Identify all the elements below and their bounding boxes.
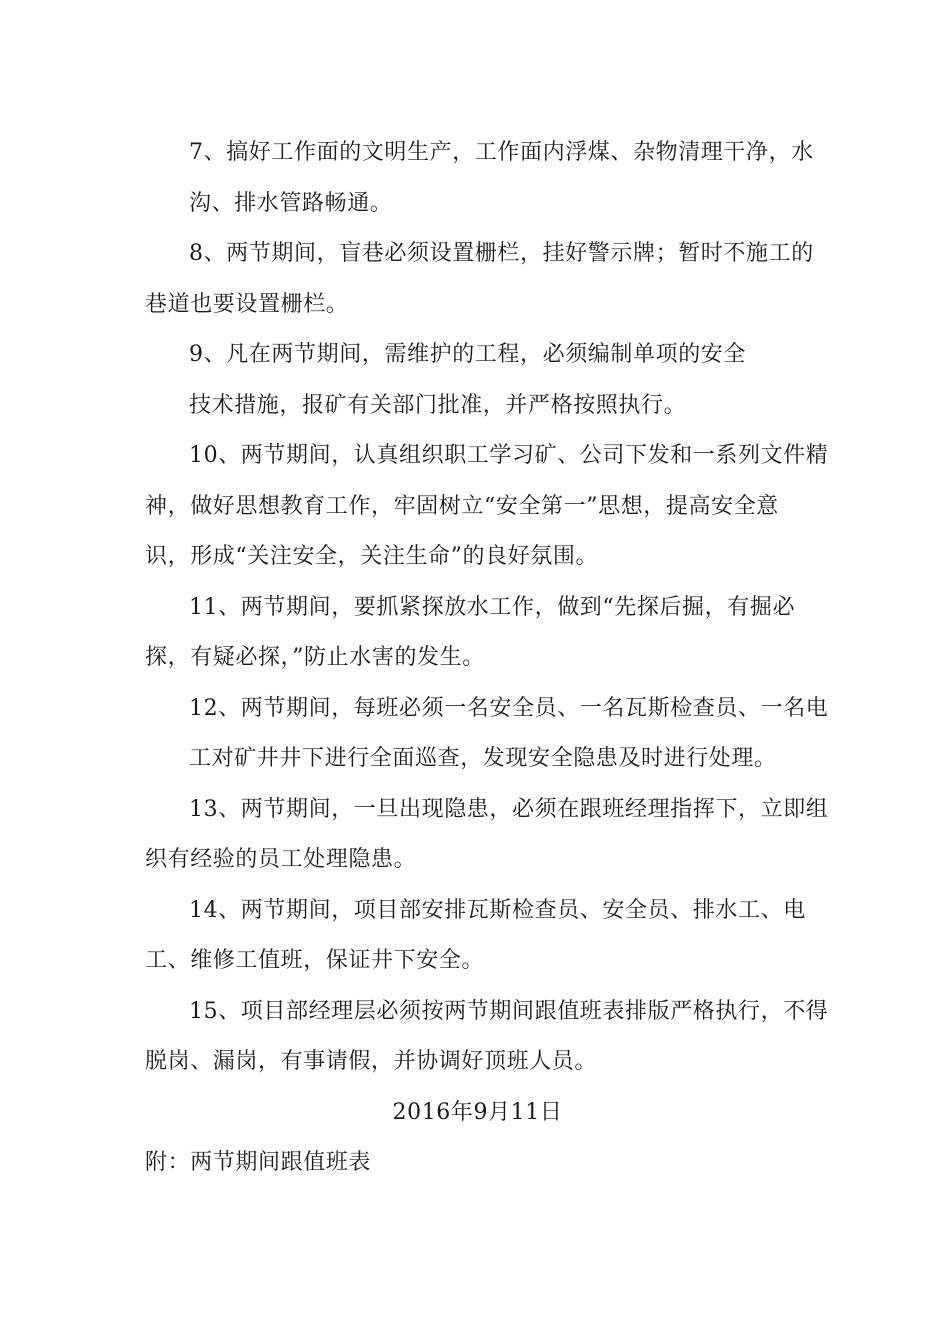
paragraph-8-line-1: 8、两节期间，盲巷必须设置栅栏，挂好警示牌；暂时不施工的 xyxy=(189,241,814,266)
paragraph-11-line-2: 探，有疑必探，”防止水害的发生。 xyxy=(145,645,485,670)
paragraph-13-line-2: 织有经验的员工处理隐患。 xyxy=(145,847,417,872)
paragraph-11-line-1: 11、两节期间，要抓紧探放水工作，做到“先探后掘，有掘必 xyxy=(189,594,796,620)
document-date: 2016年9月11日 xyxy=(392,1099,563,1125)
paragraph-7-line-1: 7、搞好工作面的文明生产，工作面内浮煤、杂物清理干净，水 xyxy=(189,140,814,165)
paragraph-7-line-2: 沟、排水管路畅通。 xyxy=(189,190,393,216)
paragraph-9-line-1: 9、凡在两节期间，需维护的工程，必须编制单项的安全 xyxy=(189,342,746,367)
paragraph-14-line-1: 14、两节期间，项目部安排瓦斯检查员、安全员、排水工、电 xyxy=(189,897,806,923)
paragraph-12-line-2: 工对矿井井下进行全面巡查，发现安全隐患及时进行处理。 xyxy=(189,746,777,771)
paragraph-15-line-1: 15、项目部经理层必须按两节期间跟值班表排版严格执行，不得 xyxy=(189,998,829,1024)
paragraph-12-line-1: 12、两节期间，每班必须一名安全员、一名瓦斯检查员、一名电 xyxy=(189,695,829,721)
paragraph-15-line-2: 脱岗、漏岗，有事请假，并协调好顶班人员。 xyxy=(145,1049,598,1074)
paragraph-14-line-2: 工、维修工值班，保证井下安全。 xyxy=(145,948,485,973)
paragraph-10-line-2: 神，做好思想教育工作，牢固树立“安全第一”思想，提高安全意 xyxy=(145,493,779,519)
paragraph-10-line-1: 10、两节期间，认真组织职工学习矿、公司下发和一系列文件精 xyxy=(189,443,829,468)
paragraph-13-line-1: 13、两节期间，一旦出现隐患，必须在跟班经理指挥下，立即组 xyxy=(189,796,829,822)
paragraph-10-line-3: 识，形成“关注安全，关注生命”的良好氛围。 xyxy=(145,544,599,569)
attachment-note: 附：两节期间跟值班表 xyxy=(145,1150,372,1175)
paragraph-8-line-2: 巷道也要设置栅栏。 xyxy=(145,291,349,317)
paragraph-9-line-2: 技术措施，报矿有关部门批准，并严格按照执行。 xyxy=(189,392,687,418)
document-body xyxy=(145,128,829,1189)
